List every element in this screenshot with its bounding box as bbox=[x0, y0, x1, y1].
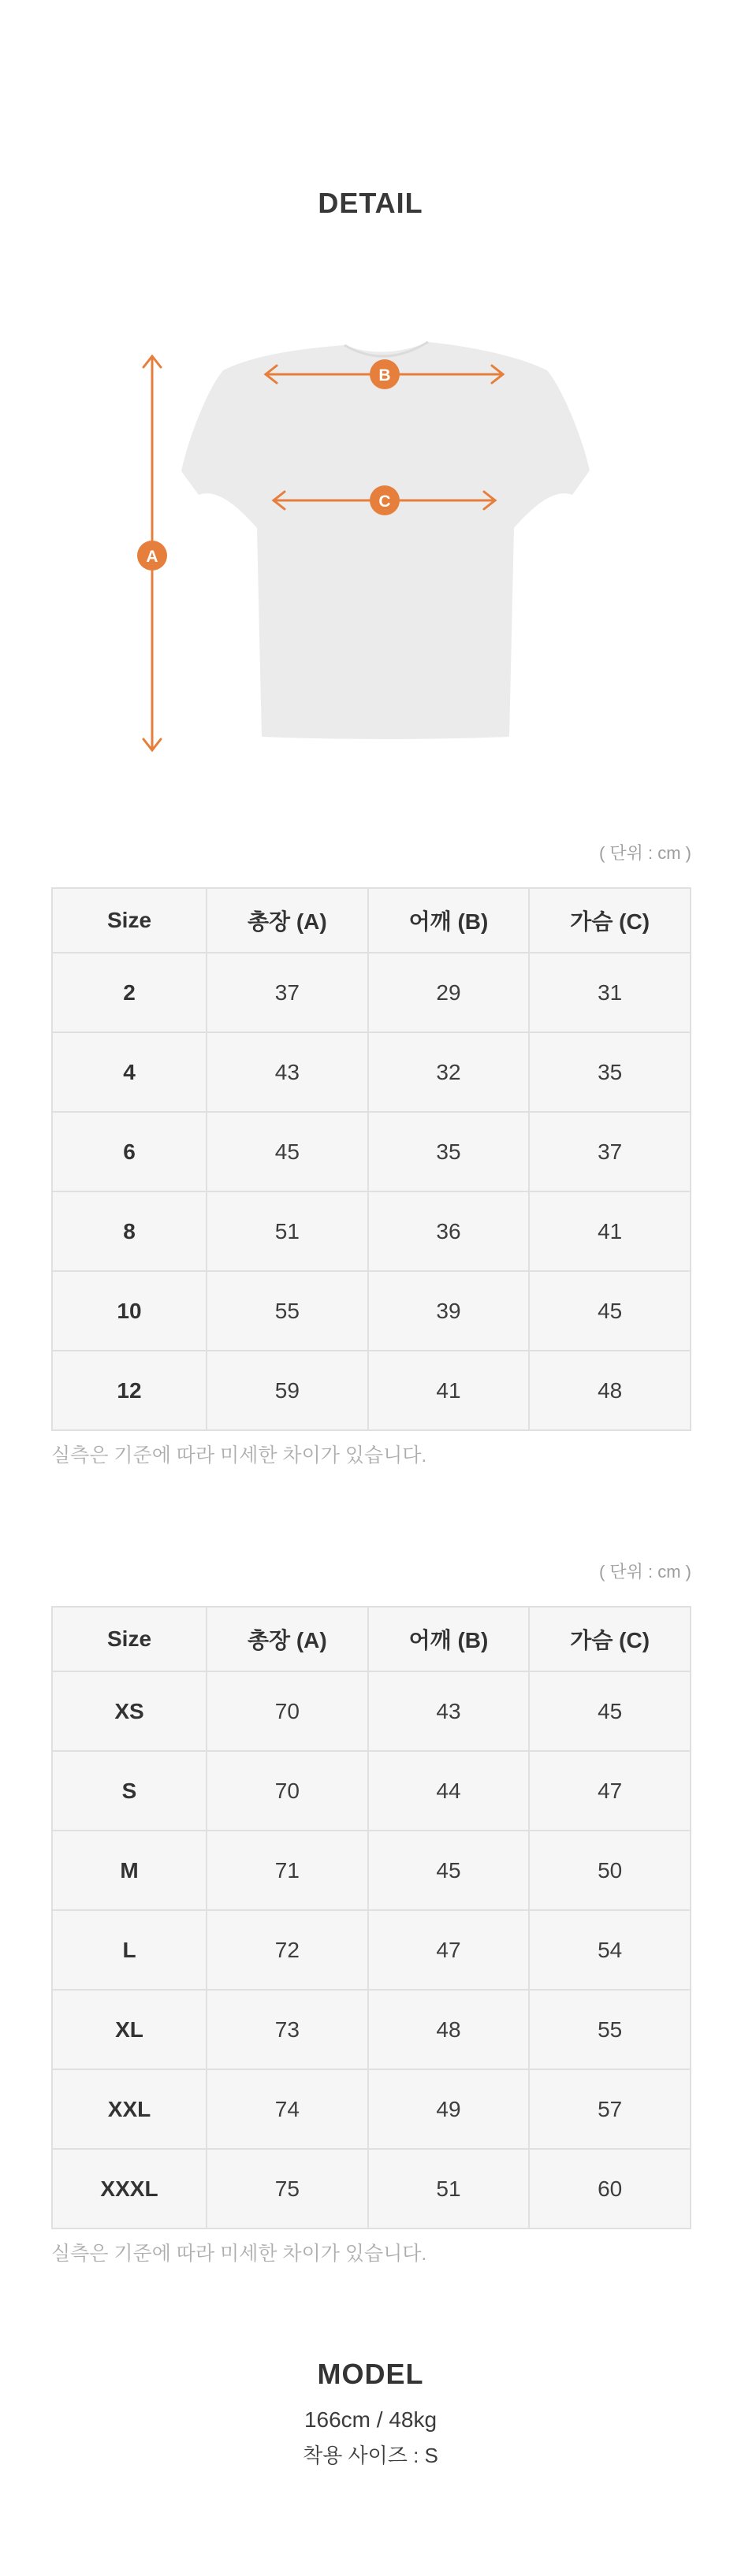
measure-cell: 44 bbox=[368, 1751, 530, 1831]
measure-cell: 60 bbox=[529, 2149, 691, 2228]
col-header-chest: 가슴 (C) bbox=[529, 1607, 691, 1671]
table-body bbox=[52, 953, 691, 1430]
measure-cell: 55 bbox=[529, 1990, 691, 2069]
measurement-note: 실측은 기준에 따라 미세한 차이가 있습니다. bbox=[51, 2243, 427, 2265]
size-table-kids bbox=[51, 887, 691, 1431]
measure-cell: 50 bbox=[529, 1831, 691, 1910]
label-badge-A bbox=[137, 541, 167, 571]
measure-cell: 48 bbox=[368, 1990, 530, 2069]
size-table-section-kids bbox=[0, 843, 741, 1467]
size-cell: XL bbox=[52, 1990, 207, 2069]
size-table-section-adult bbox=[0, 1562, 741, 2266]
measure-cell: 54 bbox=[529, 1910, 691, 1990]
col-header-chest: 가슴 (C) bbox=[529, 888, 691, 953]
tshirt-silhouette bbox=[181, 342, 590, 739]
measure-cell: 41 bbox=[368, 1351, 530, 1430]
table-row bbox=[52, 1671, 691, 1751]
measure-cell: 45 bbox=[529, 1671, 691, 1751]
table-row bbox=[52, 1751, 691, 1831]
table-row bbox=[52, 1032, 691, 1112]
header-row bbox=[52, 888, 691, 953]
measure-cell: 35 bbox=[529, 1032, 691, 1112]
measure-cell: 48 bbox=[529, 1351, 691, 1430]
tshirt-measurement-diagram bbox=[0, 315, 741, 764]
measure-cell: 37 bbox=[529, 1112, 691, 1191]
size-cell: 6 bbox=[52, 1112, 207, 1191]
col-header-size: Size bbox=[52, 888, 207, 953]
measure-cell: 45 bbox=[207, 1112, 368, 1191]
header-row bbox=[52, 1607, 691, 1671]
measure-cell: 47 bbox=[368, 1910, 530, 1990]
label-badge-C bbox=[370, 485, 400, 515]
label-B: B bbox=[378, 366, 391, 385]
measure-cell: 70 bbox=[207, 1751, 368, 1831]
measure-cell: 59 bbox=[207, 1351, 368, 1430]
table-row bbox=[52, 2069, 691, 2149]
size-cell: 10 bbox=[52, 1271, 207, 1351]
unit-label: ( 단위 : cm ) bbox=[598, 843, 691, 863]
table-row bbox=[52, 1351, 691, 1430]
table-header bbox=[52, 1607, 691, 1671]
size-cell: XS bbox=[52, 1671, 207, 1751]
col-header-shoulder: 어깨 (B) bbox=[368, 888, 530, 953]
size-cell: 2 bbox=[52, 953, 207, 1032]
table-body bbox=[52, 1671, 691, 2228]
measure-cell: 45 bbox=[529, 1271, 691, 1351]
measure-cell: 49 bbox=[368, 2069, 530, 2149]
label-A: A bbox=[146, 548, 158, 566]
measure-cell: 36 bbox=[368, 1191, 530, 1271]
bottom-spacer bbox=[0, 2466, 741, 2576]
measure-cell: 55 bbox=[207, 1271, 368, 1351]
measure-cell: 31 bbox=[529, 953, 691, 1032]
size-cell: S bbox=[52, 1751, 207, 1831]
measure-cell: 74 bbox=[207, 2069, 368, 2149]
unit-label: ( 단위 : cm ) bbox=[598, 1562, 691, 1582]
model-wearing-size: 착용 사이즈 : S bbox=[303, 2444, 438, 2467]
page-title: DETAIL bbox=[318, 187, 423, 219]
measure-cell: 71 bbox=[207, 1831, 368, 1910]
size-table-adult bbox=[51, 1606, 691, 2229]
size-cell: 8 bbox=[52, 1191, 207, 1271]
table-header bbox=[52, 888, 691, 953]
table-row bbox=[52, 2149, 691, 2228]
measure-cell: 45 bbox=[368, 1831, 530, 1910]
size-cell: L bbox=[52, 1910, 207, 1990]
col-header-shoulder: 어깨 (B) bbox=[368, 1607, 530, 1671]
model-heading: MODEL bbox=[317, 2358, 424, 2390]
table-row bbox=[52, 1271, 691, 1351]
table-row bbox=[52, 1990, 691, 2069]
measure-cell: 43 bbox=[207, 1032, 368, 1112]
size-diagram bbox=[0, 315, 741, 764]
measure-cell: 57 bbox=[529, 2069, 691, 2149]
measure-cell: 29 bbox=[368, 953, 530, 1032]
size-cell: 12 bbox=[52, 1351, 207, 1430]
table-row bbox=[52, 1112, 691, 1191]
measure-cell: 43 bbox=[368, 1671, 530, 1751]
size-cell: XXXL bbox=[52, 2149, 207, 2228]
measure-cell: 51 bbox=[368, 2149, 530, 2228]
col-header-size: Size bbox=[52, 1607, 207, 1671]
measure-cell: 73 bbox=[207, 1990, 368, 2069]
measure-cell: 35 bbox=[368, 1112, 530, 1191]
col-header-length: 총장 (A) bbox=[207, 888, 368, 953]
size-cell: M bbox=[52, 1831, 207, 1910]
size-cell: XXL bbox=[52, 2069, 207, 2149]
measure-cell: 32 bbox=[368, 1032, 530, 1112]
table-row bbox=[52, 1831, 691, 1910]
model-body-spec: 166cm / 48kg bbox=[303, 2407, 438, 2432]
measure-cell: 51 bbox=[207, 1191, 368, 1271]
measure-cell: 39 bbox=[368, 1271, 530, 1351]
measure-cell: 41 bbox=[529, 1191, 691, 1271]
measure-cell: 47 bbox=[529, 1751, 691, 1831]
size-cell: 4 bbox=[52, 1032, 207, 1112]
label-badge-B bbox=[370, 359, 400, 389]
model-info-section bbox=[0, 2360, 741, 2466]
table-row bbox=[52, 1910, 691, 1990]
measure-cell: 70 bbox=[207, 1671, 368, 1751]
label-C: C bbox=[378, 493, 391, 511]
measure-cell: 75 bbox=[207, 2149, 368, 2228]
measurement-note: 실측은 기준에 따라 미세한 차이가 있습니다. bbox=[51, 1444, 427, 1466]
table-row bbox=[52, 1191, 691, 1271]
measure-cell: 37 bbox=[207, 953, 368, 1032]
col-header-length: 총장 (A) bbox=[207, 1607, 368, 1671]
measure-cell: 72 bbox=[207, 1910, 368, 1990]
table-row bbox=[52, 953, 691, 1032]
